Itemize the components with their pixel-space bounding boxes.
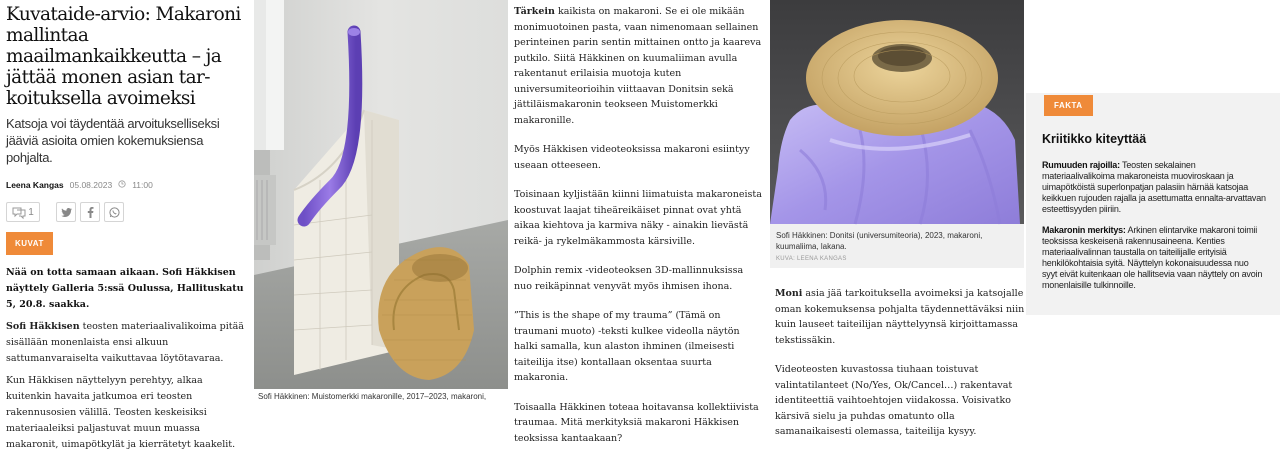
fact-text: Teosten sekalainen materiaalivalikoima makaroneista muoviroskaan ja uimapötköistä superlonpatjan palasiin härnää katsojaa keikkuen rujouden rajalla ja asettumatta ennalta-arvattavan esteettisyyden piiriin. — [1042, 160, 1266, 214]
clock-icon — [118, 180, 126, 190]
article-lede: Katsoja voi täydentää arvoitukselliseksi jääviä asioita omien kokemuksiensa pohjalta. — [6, 116, 220, 165]
body-paragraph: Videoteosten kuvastossa tiuhaan toistuvat valintatilanteet (No/Yes, Ok/Cancel…) rakentavat identiteettiä vaihtoehtojen viidakossa. Voisivatko kärsivä sielu ja puhdas omatunto olla samanaikaisesti olemassa, taiteilija kysyy. — [775, 364, 1013, 437]
fact-term: Makaronin merkitys: — [1042, 225, 1126, 235]
whatsapp-icon — [109, 207, 120, 218]
paragraph-text: asia jää tarkoituksella avoimeksi ja katsojalle oman kokemuksensa pohjalta täydennettäväksi niin kuin lauseet taiteilijan näyttelyynsä kirjoittamassa tekstissäkin. — [775, 288, 1025, 346]
photo-sculpture — [254, 0, 508, 414]
fact-text: Arkinen elintarvike makaroni toimii teoksissa keskeisenä rakennusaineena. Kenties materiaalivalinnan taustalla on taiteilijalle erityisiä henkilökohtaisia syitä. Näyttelyn kokonaisuudessa nuo syyt eivät kuitenkaan ole hallitsevia vaan näyttely on avoin monenlaisille tulkinnoille. — [1042, 225, 1263, 290]
comment-icon — [12, 207, 26, 218]
byline — [6, 180, 244, 190]
photo-caption-box — [770, 224, 1024, 268]
body-paragraph — [6, 319, 244, 367]
fact-item — [1042, 225, 1266, 291]
photo-caption: Sofi Häkkinen: Donitsi (universumiteoria), 2023, makaroni, kuumaliima, lakana. — [776, 231, 983, 251]
photo-donut — [770, 0, 1024, 268]
body-paragraph: Kun Häkkisen näyttelyyn perehtyy, alkaa kuitenkin havaita jatkumoa eri teosten rakennusosien välillä. Teosten keskeisiksi materiaaleiksi paljastuvat muun muassa makaronit, uimapötkylät ja kierrätetyt kaakelit. — [6, 375, 236, 450]
share-whatsapp-button[interactable] — [104, 202, 124, 222]
fact-tag: FAKTA — [1044, 95, 1093, 116]
article-body-column — [514, 0, 764, 460]
publish-date: 05.08.2023 — [69, 180, 113, 190]
body-paragraph: ”This is the shape of my trauma” (Tämä on traumani muoto) -teksti kulkee videolla näytön halki samalla, kun alaston ihminen (ilmeisesti taiteilija itse) kontallaan oksentaa suurta makaronia. — [514, 310, 740, 383]
article-header-column — [0, 0, 250, 453]
fact-item — [1042, 160, 1266, 215]
twitter-icon — [61, 208, 72, 217]
publish-time: 11:00 — [132, 180, 153, 190]
body-paragraph — [514, 4, 764, 128]
photo-credit: KUVA: LEENA KANGAS — [776, 256, 847, 262]
paragraph-lead: Tärkein — [514, 6, 555, 17]
article-intro: Nää on totta samaan aikaan. Sofi Häkkisen näyttely Galleria 5:ssä Oulussa, Hallituskatu 5, 20.8. saakka. — [6, 267, 244, 310]
body-paragraph — [775, 286, 1025, 348]
fact-box — [1026, 93, 1280, 315]
share-facebook-button[interactable] — [80, 202, 100, 222]
fact-term: Rumuuden rajoilla: — [1042, 160, 1120, 170]
paragraph-lead: Moni — [775, 288, 803, 299]
photo-caption: Sofi Häkkinen: Muistomerkki makaronille, 2017–2023, makaroni, — [258, 392, 487, 401]
paragraph-text: kaikista on makaroni. Se ei ole mikään monimuotoinen pasta, vaan nimenomaan sellainen perinteinen parin sentin mittainen ontto ja kaareva putkilo. Siitä Häkkinen on kuumaliiman avulla rakentanut erilaisia muotoja kuten universumiteorioihin viittaavan Donitsin sekä jättiläismakaronin teokseen Muistomerkki makaronille. — [514, 6, 762, 126]
share-bar — [6, 202, 244, 222]
paragraph-text: teosten materiaalivalikoima pitää sisällään monenlaista ensi alkuun sattumanvaraiselta vaikuttavaa löytötavaraa. — [6, 321, 244, 364]
artist-name: Sofi Häkkisen — [6, 321, 80, 332]
body-paragraph: Toisinaan kyljistään kiinni liimatuista makaroneista koostuvat laajat tiheäreikäiset pinnat ovat yhtä aikaa kiehtova ja karmiva näky - ainakin lievästä reikä- ja rykelmäkammosta kärsiville. — [514, 189, 762, 247]
body-paragraph: Toisaalla Häkkinen toteaa hoitavansa kollektiivista traumaa. Mitä merkityksiä makaroni Häkkisen teoksissa kantaakaan? — [514, 401, 759, 444]
comments-button[interactable] — [6, 202, 40, 222]
fact-title: Kriitikko kiteyttää — [1042, 132, 1147, 146]
facebook-icon — [87, 207, 94, 218]
article-body-column-2 — [775, 286, 1025, 454]
author-link[interactable]: Leena Kangas — [6, 180, 64, 190]
article-headline: Kuvataide-arvio: Makaroni mallintaa maailmankaikkeutta – ja jättää monen asian tarkoituksella avoimeksi — [6, 4, 241, 109]
comment-count: 1 — [28, 206, 34, 218]
macaroni-monument-photo[interactable] — [254, 0, 508, 389]
body-paragraph: Myös Häkkisen videoteoksissa makaroni esiintyy useaan otteeseen. — [514, 144, 750, 171]
images-tag-button[interactable]: KUVAT — [6, 232, 53, 255]
donut-sculpture-photo[interactable] — [770, 0, 1024, 224]
body-paragraph: Dolphin remix -videoteoksen 3D-mallinnuksissa nuo reikäpinnat venyvät myös ihmisen ihona. — [514, 265, 744, 292]
share-twitter-button[interactable] — [56, 202, 76, 222]
